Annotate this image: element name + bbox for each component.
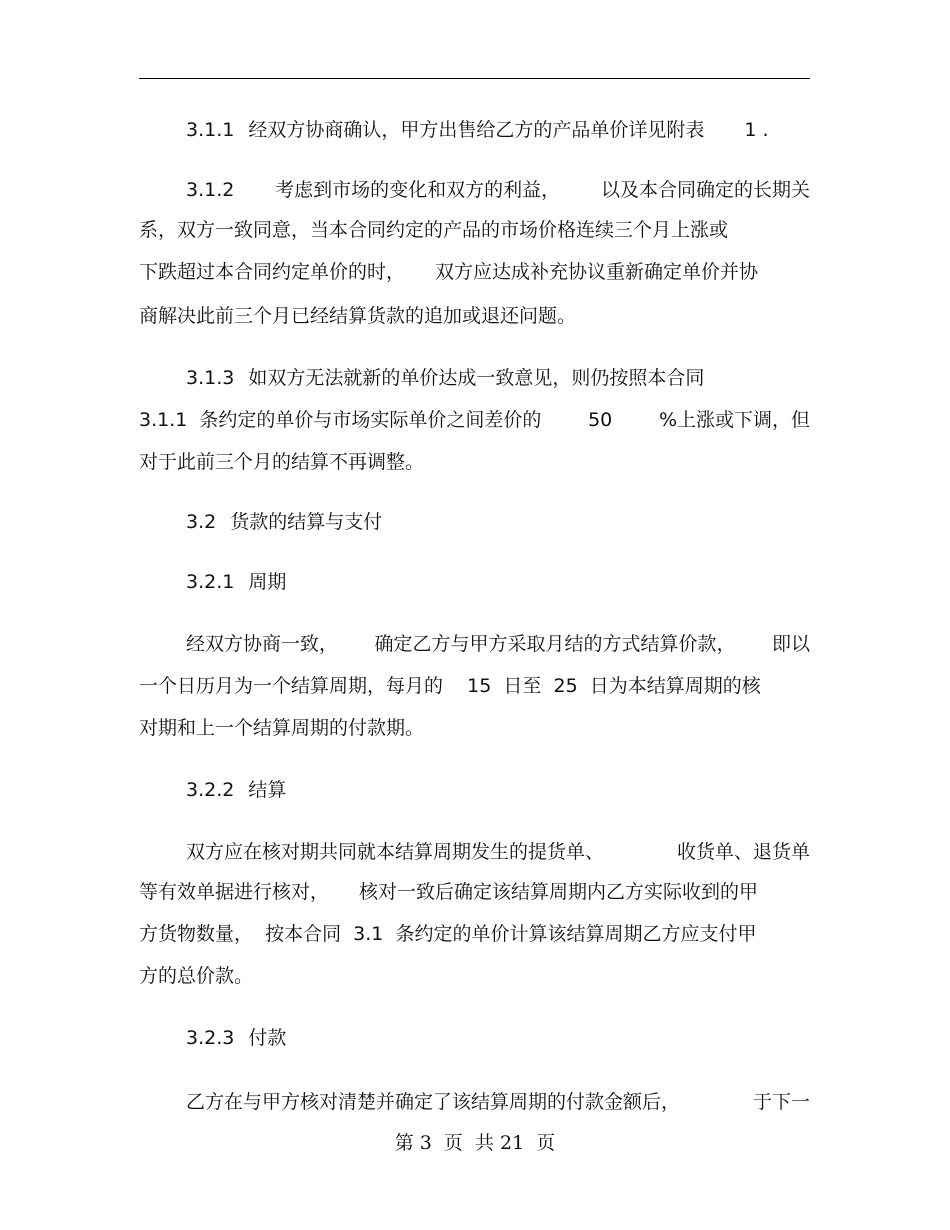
text-line: 方的总价款。 (139, 965, 254, 987)
text-segment: 乙方在与甲方核对清楚并确定了该结算周期的付款金额后， (186, 1091, 681, 1113)
heading-3-2-2 (186, 776, 810, 804)
percentage-value: 50 (588, 409, 613, 431)
paragraph-3-1-2-line-2 (139, 216, 810, 244)
text-segment: 经双方协商一致， (186, 633, 339, 655)
section-number: 3.2 (186, 511, 217, 533)
section-number: 3.1.1 (186, 119, 235, 141)
paragraph-3-2-2-line-3 (139, 920, 810, 948)
paragraph-3-2-1-line-3 (139, 714, 810, 742)
text-segment: %上涨或下调，但 (658, 409, 810, 431)
text-line: 对于此前三个月的结算不再调整。 (139, 451, 425, 473)
text-segment: 双方应达成补充协议重新确定单价并协 (435, 261, 759, 283)
paragraph-text: 经双方协商确认，甲方出售给乙方的产品单价详见附表 (248, 119, 705, 141)
text-segment: 即以 (771, 633, 810, 655)
paragraph-3-1-2-line-4 (139, 302, 810, 330)
paragraph-3-2-3-line-1 (186, 1088, 810, 1116)
text-segment: 考虑到市场的变化和双方的利益， (275, 179, 561, 201)
appendix-ref: 1 . (744, 119, 769, 141)
paragraph-3-2-2-line-1 (186, 838, 810, 866)
paragraph-3-1-3-line-2 (139, 406, 810, 434)
text-segment: 等有效单据进行核对， (139, 881, 330, 903)
section-number: 3.1.2 (186, 179, 235, 201)
paragraph-3-2-2-line-2 (139, 878, 810, 906)
text-segment: 如双方无法就新的单价达成一致意见，则仍按照本合同 (248, 367, 705, 389)
section-number: 3.2.3 (186, 1027, 235, 1049)
paragraph-3-1-3-line-1 (186, 364, 810, 392)
paragraph-3-1-2-line-1 (186, 176, 810, 204)
paragraph-3-1-2-line-3 (139, 258, 810, 286)
text-segment: 于下一 (752, 1091, 810, 1113)
text-segment: 核对一致后确定该结算周期内乙方实际收到的甲 (359, 881, 759, 903)
section-number: 3.1.3 (186, 367, 235, 389)
text-line: 一个日历月为一个结算周期，每月的 15 日至 25 日为本结算周期的核 (139, 675, 761, 697)
heading-3-2-3 (186, 1024, 810, 1052)
paragraph-3-2-1-line-1 (186, 630, 810, 658)
paragraph-3-1-1 (186, 116, 810, 144)
section-title: 周期 (248, 571, 287, 593)
page-footer: 第 3 页 共 21 页 (394, 1132, 556, 1154)
text-segment: 确定乙方与甲方采取月结的方式结算价款， (374, 633, 736, 655)
heading-3-2 (186, 508, 810, 536)
text-line: 系，双方一致同意，当本合同约定的产品的市场价格连续三个月上涨或 (139, 219, 729, 241)
section-number: 3.2.1 (186, 571, 235, 593)
paragraph-3-1-3-line-3 (139, 448, 810, 476)
header-rule (139, 78, 810, 79)
section-number: 3.2.2 (186, 779, 235, 801)
heading-3-2-1 (186, 568, 810, 596)
paragraph-3-2-1-line-2 (139, 672, 810, 700)
section-title: 结算 (248, 779, 287, 801)
text-segment: 收货单、退货单 (676, 841, 810, 863)
text-line: 对期和上一个结算周期的付款期。 (139, 717, 425, 739)
text-segment: 下跌超过本合同约定单价的时， (139, 261, 406, 283)
section-title: 货款的结算与支付 (230, 511, 383, 533)
text-line: 商解决此前三个月已经结算货款的追加或退还问题。 (139, 305, 577, 327)
text-segment: 3.1.1 条约定的单价与市场实际单价之间差价的 (139, 409, 542, 431)
text-segment: 以及本合同确定的长期关 (600, 179, 810, 201)
text-line: 方货物数量， 按本合同 3.1 条约定的单价计算该结算周期乙方应支付甲 (139, 923, 757, 945)
paragraph-3-2-2-line-4 (139, 962, 810, 990)
text-segment: 双方应在核对期共同就本结算周期发生的提货单、 (186, 841, 605, 863)
section-title: 付款 (248, 1027, 287, 1049)
